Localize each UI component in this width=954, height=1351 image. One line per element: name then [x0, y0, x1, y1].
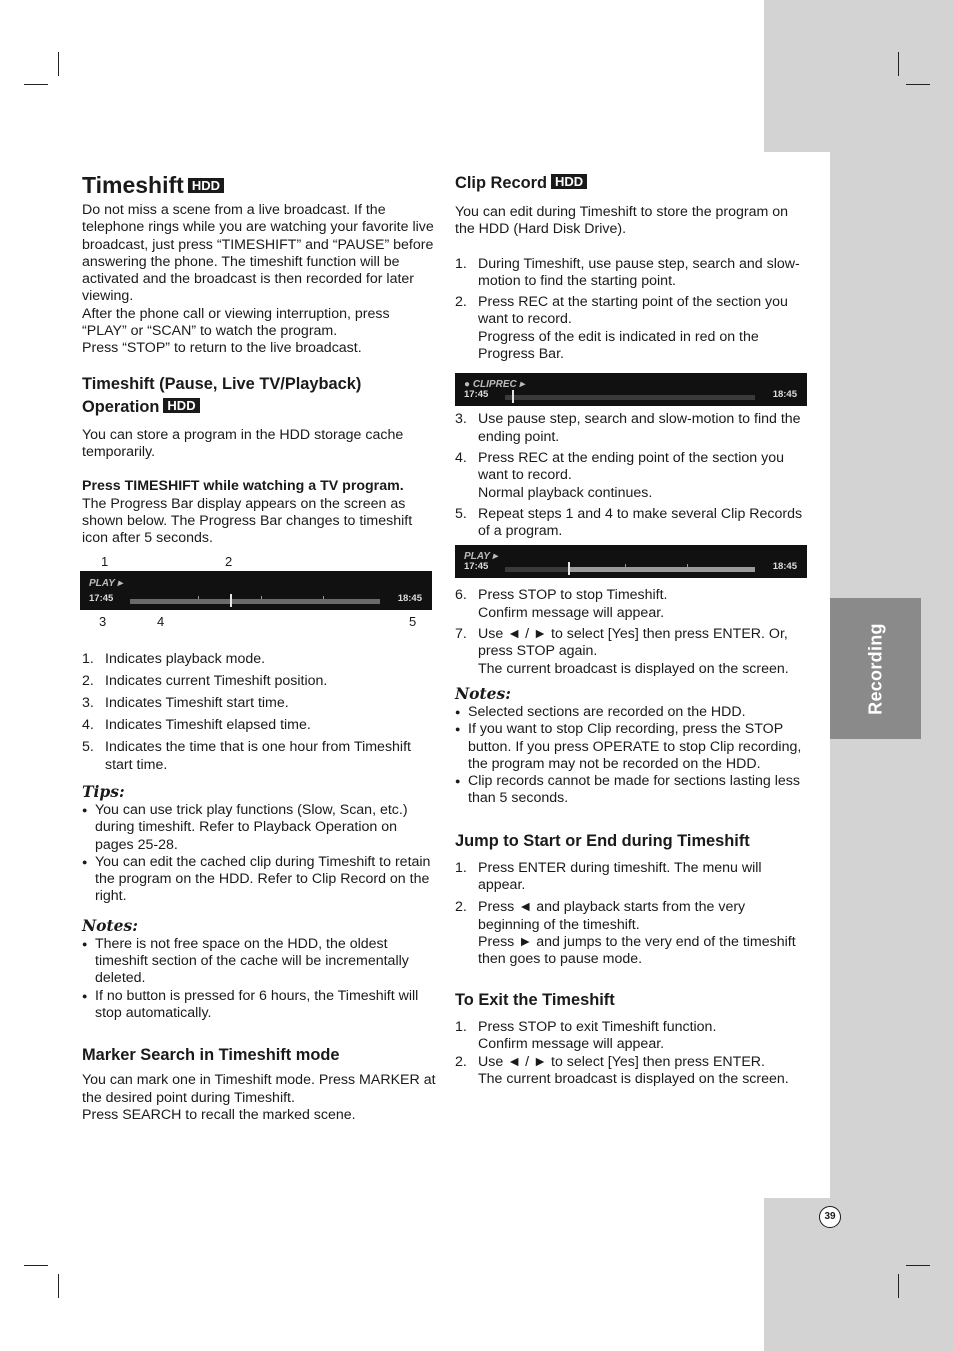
section-heading-line: Operation: [82, 397, 160, 416]
marker-body: You can mark one in Timeshift mode. Press MARKER at the desired point during Timeshift.: [82, 1072, 436, 1106]
clip-steps: [455, 587, 810, 677]
section-heading-timeshift-operation: [82, 373, 436, 419]
clip-intro: You can edit during Timeshift to store the program on the HDD (Hard Disk Drive).: [455, 204, 789, 238]
crop-mark: [906, 1265, 930, 1266]
list-item: ● You can edit the cached clip during Timeshift to retain the program on the HDD. Refer to Clip Record on the right.: [82, 854, 436, 906]
intro-paragraph: After the phone call or viewing interruption, press “PLAY” or “SCAN” to watch the program.: [82, 305, 390, 340]
callout-number: 1: [101, 554, 109, 570]
start-time: 17:45: [464, 561, 489, 573]
crop-mark: [906, 84, 930, 85]
crop-mark: [898, 1274, 899, 1298]
list-item: 5. Repeat steps 1 and 4 to make several Clip Records of a program.: [455, 505, 803, 540]
list-item: 1. Press STOP to exit Timeshift function. Confirm message will appear.: [455, 1018, 717, 1052]
crop-mark: [58, 52, 59, 76]
play-progress-bar: [455, 545, 807, 578]
cliprec-mode-label: ● CLIPREC ▸: [464, 379, 525, 391]
section-heading-jump: Jump to Start or End during Timeshift: [455, 831, 750, 850]
clip-steps: [455, 411, 810, 540]
page-number: 39: [819, 1206, 841, 1228]
progress-track: [505, 395, 755, 400]
list-item: 2. Indicates current Timeshift position.: [82, 673, 328, 690]
progress-tick: [625, 564, 626, 567]
page-title: [82, 168, 436, 202]
hdd-badge: HDD: [163, 398, 199, 413]
playback-mode-label: PLAY ▸: [89, 578, 123, 590]
notes-list: [455, 704, 810, 808]
list-item: ● There is not free space on the HDD, the oldest timeshift section of the cache will be incrementally deleted.: [82, 936, 436, 988]
timeshift-position-marker: [230, 594, 232, 607]
list-item: 1. Indicates playback mode.: [82, 651, 266, 668]
list-item: ● Selected sections are recorded on the HDD.: [455, 704, 810, 721]
list-item: 4. Indicates Timeshift elapsed time.: [82, 717, 311, 734]
crop-mark: [58, 1274, 59, 1298]
list-item: 2. Press REC at the starting point of the section you want to record. Progress of the edit is indicated in red on the Progress Bar.: [455, 294, 788, 363]
list-item: 2. Press ◄ and playback starts from the very beginning of the timeshift. Press ► and jumps to the very end of the timeshift then goes to pause mode.: [455, 899, 796, 968]
jump-steps: [455, 860, 810, 969]
progress-tick: [198, 596, 199, 599]
progress-tick: [323, 596, 324, 599]
section-heading-clip-record: [455, 172, 810, 195]
list-item: 6. Press STOP to stop Timeshift. Confirm message will appear.: [455, 587, 668, 621]
left-column: [82, 168, 436, 1124]
list-item: 3. Indicates Timeshift start time.: [82, 695, 289, 712]
progress-tick: [261, 596, 262, 599]
clip-segment: [570, 567, 755, 572]
start-time: 17:45: [464, 389, 489, 401]
playback-mode-label: PLAY ▸: [464, 551, 498, 563]
intro-paragraph: Do not miss a scene from a live broadcast. If the telephone rings while you are watching your favorite live broadcast, just press “TIMESHIFT” and “PAUSE” before answering the phone. The timeshift function will be activated and the broadcast is then recorded for later viewing.: [82, 202, 434, 305]
list-item: ● If you want to stop Clip recording, press the STOP button. If you press OPERATE to stop Clip recording, the program may not be recorded on the HDD.: [455, 721, 810, 773]
section-tab-label: Recording: [864, 622, 885, 715]
list-item: ● If no button is pressed for 6 hours, the Timeshift will stop automatically.: [82, 988, 436, 1023]
notes-heading: Notes:: [82, 915, 138, 935]
progress-bar-figure: [82, 553, 436, 647]
press-heading: Press TIMESHIFT while watching a TV program.: [82, 478, 404, 495]
section-heading-line: Timeshift (Pause, Live TV/Playback): [82, 374, 362, 393]
cliprec-progress-bar: [455, 373, 807, 406]
tips-list: [82, 802, 436, 906]
section-heading-exit: To Exit the Timeshift: [455, 990, 615, 1009]
page-title-text: Timeshift: [82, 172, 184, 198]
callout-number: 2: [225, 554, 233, 570]
marker-body: Press SEARCH to recall the marked scene.: [82, 1106, 356, 1123]
timeshift-progress-bar: [80, 571, 432, 610]
list-item: 5. Indicates the time that is one hour from Timeshift start time.: [82, 739, 411, 773]
end-time: 18:45: [772, 561, 797, 573]
callout-number: 5: [409, 614, 417, 630]
list-item: 1. Press ENTER during timeshift. The menu will appear.: [455, 859, 762, 894]
hdd-badge: HDD: [551, 174, 587, 189]
callout-number: 3: [99, 614, 107, 630]
list-item: 7. Use ◄ / ► to select [Yes] then press ENTER. Or, press STOP again. The current broadcast is displayed on the screen.: [455, 626, 789, 677]
notes-heading: Notes:: [455, 683, 511, 703]
tips-heading: Tips:: [82, 781, 125, 801]
crop-mark: [898, 52, 899, 76]
timeshift-position-marker: [568, 562, 570, 575]
callout-legend: [82, 651, 436, 774]
section-tab-recording: [830, 598, 921, 739]
callout-number: 4: [157, 614, 165, 630]
list-item: 4. Press REC at the ending point of the section you want to record. Normal playback continues.: [455, 449, 785, 501]
list-item: ● You can use trick play functions (Slow, Scan, etc.) during timeshift. Refer to Playback Operation on pages 25-28.: [82, 802, 436, 854]
exit-steps: [455, 1019, 810, 1089]
section-heading-marker-search: Marker Search in Timeshift mode: [82, 1046, 340, 1065]
list-item: 3. Use pause step, search and slow-motion to find the ending point.: [455, 411, 801, 445]
end-time: 18:45: [772, 389, 797, 401]
hdd-badge: HDD: [188, 178, 224, 193]
right-column: [455, 172, 810, 1089]
intro-paragraph: Press “STOP” to return to the live broadcast.: [82, 340, 362, 357]
start-time: 17:45: [89, 593, 114, 605]
progress-track: [130, 599, 380, 604]
end-time: 18:45: [397, 593, 422, 605]
section-body: You can store a program in the HDD storage cache temporarily.: [82, 426, 404, 460]
list-item: ● Clip records cannot be made for sections lasting less than 5 seconds.: [455, 773, 810, 808]
list-item: 1. During Timeshift, use pause step, search and slow-motion to find the starting point.: [455, 255, 800, 289]
section-heading-text: Clip Record: [455, 174, 547, 192]
progress-tick: [687, 564, 688, 567]
timeshift-position-marker: [512, 390, 514, 403]
press-body: The Progress Bar display appears on the screen as shown below. The Progress Bar changes to timeshift icon after 5 seconds.: [82, 495, 413, 547]
notes-list: [82, 936, 436, 1022]
crop-mark: [24, 84, 48, 85]
crop-mark: [24, 1265, 48, 1266]
list-item: 2. Use ◄ / ► to select [Yes] then press ENTER. The current broadcast is displayed on the screen.: [455, 1054, 789, 1088]
clip-steps: [455, 256, 810, 364]
